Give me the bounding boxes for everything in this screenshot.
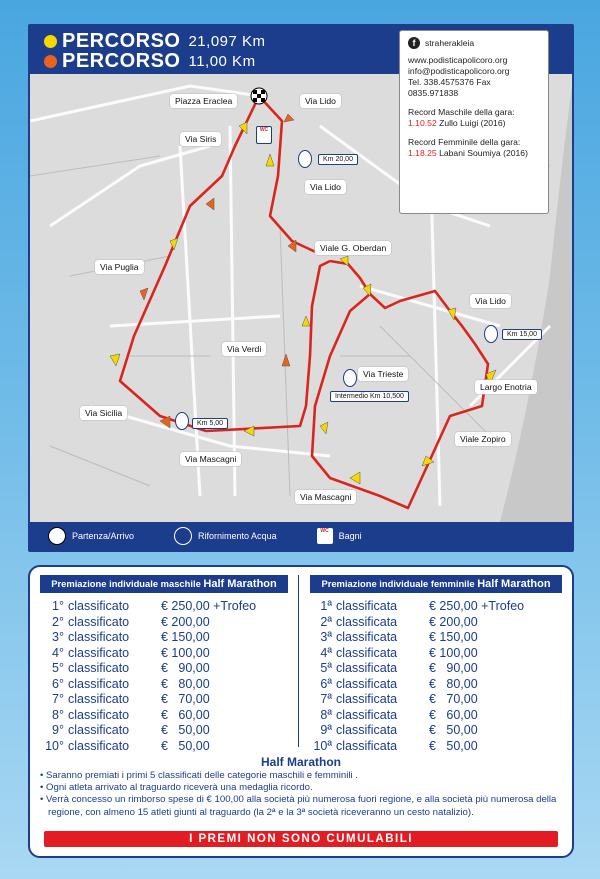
prize-row [306, 677, 524, 693]
prize-position: 5ª [320, 661, 332, 675]
water-station-icon [484, 325, 498, 343]
note-item: • Ogni atleta arrivato al traguardo riceverà una medaglia ricordo. [40, 782, 313, 794]
label-via-lido: Via Lido [300, 94, 341, 108]
website-link[interactable]: www.podisticapolicoro.org [408, 55, 508, 65]
prize-position: 8ª [320, 707, 332, 722]
prize-position: 10° [45, 738, 64, 753]
prize-amount: € 60,00 [429, 707, 478, 722]
prize-amount: € 250,00 +Trofeo [429, 599, 525, 613]
prize-position: 7° [52, 692, 64, 706]
label-via-mascagni: Via Mascagni [295, 490, 356, 504]
label-via-siris: Via Siris [180, 132, 221, 146]
prize-row [38, 739, 256, 755]
label-via-verdi: Via Verdi [222, 342, 266, 356]
prize-amount: € 50,00 [429, 738, 478, 753]
prize-class: classificata [336, 661, 398, 675]
label-via-lido: Via Lido [305, 180, 346, 194]
prize-position: 1ª [320, 599, 332, 613]
prize-class: classificata [336, 738, 398, 753]
route-map [30, 26, 572, 522]
record-male-label: Record Maschile della gara: [408, 107, 515, 117]
label-via-trieste: Via Trieste [358, 367, 408, 381]
prize-position: 6° [52, 676, 64, 691]
label-via-mascagni: Via Mascagni [180, 452, 241, 466]
prize-position: 2ª [320, 614, 332, 629]
note-item: • Verrà concesso un rimborso spese di € 100,00 alla società più numerosa fuori regione, e alla società più numerosa della regione, con almeno 15 atleti giunti al traguardo (la 2ª e la 3ª società riceveranno un cesto natalizio). [40, 794, 557, 818]
prize-row [306, 630, 524, 646]
map-legend [30, 522, 572, 550]
prize-position: 3° [52, 630, 64, 644]
prize-row [306, 723, 524, 739]
prize-class: classificato [68, 692, 130, 706]
header-hm: Half Marathon [477, 578, 551, 590]
prize-row [306, 739, 524, 755]
prize-class: classificato [68, 599, 130, 613]
note-item: • Saranno premiati i primi 5 classificati delle categorie maschili e femminili . [40, 770, 358, 781]
female-prize-list [306, 599, 524, 754]
prize-class: classificata [336, 723, 398, 737]
record-male-time: 1.10.52 [408, 118, 437, 128]
legend-start-finish [48, 527, 134, 545]
route-title: PERCORSO [62, 50, 181, 72]
label-largo-enotria: Largo Enotria [475, 380, 537, 394]
prize-amount: € 50,00 [429, 723, 478, 737]
prize-position: 8° [52, 707, 64, 722]
prize-amount: € 250,00 +Trofeo [161, 599, 257, 613]
prize-position: 2° [52, 614, 64, 629]
prize-amount: € 150,00 [161, 630, 210, 644]
km-marker: Intermedio Km 10,500 [330, 391, 409, 402]
prize-class: classificato [68, 723, 130, 737]
prize-amount: € 100,00 [161, 645, 210, 660]
prize-class: classificata [336, 692, 398, 706]
prize-class: classificata [336, 614, 398, 629]
route-11k [44, 50, 256, 73]
label-via-lido: Via Lido [470, 294, 511, 308]
prize-row [306, 615, 524, 631]
prize-amount: € 70,00 [429, 692, 478, 706]
female-prize-header [310, 575, 562, 593]
prize-position: 5° [52, 661, 64, 675]
prize-amount: € 150,00 [429, 630, 478, 644]
prize-position: 4ª [320, 645, 332, 660]
label-viale-oberdan: Viale G. Oberdan [315, 241, 391, 255]
legend-label: Partenza/Arrivo [72, 531, 135, 541]
km-marker: Km 5,00 [192, 418, 228, 429]
yellow-dot-icon [44, 35, 57, 48]
route-distance: 11,00 Km [188, 53, 256, 70]
email-link[interactable]: info@podisticapolicoro.org [408, 66, 510, 76]
water-station-icon [175, 412, 189, 430]
prize-amount: € 90,00 [429, 661, 478, 675]
no-cumulative-banner: I PREMI NON SONO CUMULABILI [44, 831, 558, 847]
km-marker: Km 15,00 [502, 329, 542, 340]
prize-amount: € 200,00 [429, 614, 478, 629]
checkered-flag-icon [48, 527, 66, 545]
column-divider [298, 575, 299, 747]
prize-class: classificato [68, 676, 130, 691]
record-male-name: Zullo Luigi (2016) [439, 118, 506, 128]
label-via-puglia: Via Puglia [95, 260, 144, 274]
prize-position: 10ª [313, 738, 332, 753]
prize-class: classificata [336, 630, 398, 644]
prize-position: 6ª [320, 676, 332, 691]
record-female-label: Record Femminile della gara: [408, 137, 521, 147]
route-distance: 21,097 Km [188, 33, 266, 50]
prize-row [38, 630, 256, 646]
prize-row [38, 677, 256, 693]
orange-dot-icon [44, 55, 57, 68]
male-prize-list [38, 599, 256, 754]
male-prize-header [40, 575, 288, 593]
label-viale-zopiro: Viale Zopiro [455, 432, 511, 446]
prize-row [306, 692, 524, 708]
prize-class: classificata [336, 707, 398, 722]
prize-class: classificata [336, 676, 398, 691]
prize-class: classificato [68, 707, 130, 722]
header-hm: Half Marathon [203, 578, 277, 590]
prize-position: 7ª [320, 692, 332, 706]
header-title: Premiazione individuale femminile [321, 578, 475, 589]
prize-amount: € 200,00 [161, 614, 210, 629]
info-box [399, 30, 549, 214]
prize-row [38, 723, 256, 739]
label-via-sicilia: Via Sicilia [80, 406, 127, 420]
prize-class: classificata [336, 645, 398, 660]
prize-row [38, 599, 256, 615]
prize-row [38, 615, 256, 631]
prize-amount: € 90,00 [161, 661, 210, 675]
prize-amount: € 70,00 [161, 692, 210, 706]
prize-class: classificato [68, 661, 130, 675]
prize-amount: € 60,00 [161, 707, 210, 722]
prize-row [306, 661, 524, 677]
prize-amount: € 50,00 [161, 723, 210, 737]
prize-amount: € 80,00 [161, 676, 210, 691]
prize-panel [28, 565, 574, 858]
record-female-time: 1.18.25 [408, 148, 437, 158]
prize-class: classificato [68, 645, 130, 660]
label-piazza-eraclea: Piazza Eraclea [170, 94, 237, 108]
prize-amount: € 80,00 [429, 676, 478, 691]
prize-row [306, 599, 524, 615]
prize-row [38, 661, 256, 677]
prize-class: classificato [68, 614, 130, 629]
prize-position: 1° [52, 599, 64, 613]
legend-toilets [317, 528, 362, 544]
prize-position: 9° [52, 723, 64, 737]
prize-row [306, 646, 524, 662]
km-marker: Km 20,00 [318, 154, 358, 165]
prize-row [38, 646, 256, 662]
water-station-icon [298, 150, 312, 168]
prize-row [38, 692, 256, 708]
toilet-icon: WC [256, 126, 272, 144]
record-female-name: Labani Soumiya (2016) [439, 148, 528, 158]
prize-row [38, 708, 256, 724]
prize-class: classificato [68, 630, 130, 644]
notes-list [38, 770, 568, 819]
prize-row [306, 708, 524, 724]
header-title: Premiazione individuale maschile [51, 578, 201, 589]
route-title: PERCORSO [62, 30, 181, 52]
prize-class: classificato [68, 738, 130, 753]
water-bottle-icon [174, 527, 192, 545]
toilet-icon: WC [317, 528, 333, 544]
legend-label: Rifornimento Acqua [198, 531, 277, 541]
phone-fax: Tel. 338.4575376 Fax 0835.971838 [408, 77, 491, 98]
water-station-icon [343, 369, 357, 387]
facebook-name[interactable]: straherakleia [425, 37, 475, 48]
legend-label: Bagni [338, 531, 362, 541]
section-title: Half Marathon [260, 755, 341, 769]
prize-position: 3ª [320, 630, 332, 644]
prize-position: 4° [52, 645, 64, 660]
facebook-icon: f [408, 37, 420, 49]
prize-position: 9ª [320, 723, 332, 737]
legend-water [174, 527, 277, 545]
prize-amount: € 50,00 [161, 738, 210, 753]
prize-class: classificata [336, 599, 398, 613]
prize-amount: € 100,00 [429, 645, 478, 660]
